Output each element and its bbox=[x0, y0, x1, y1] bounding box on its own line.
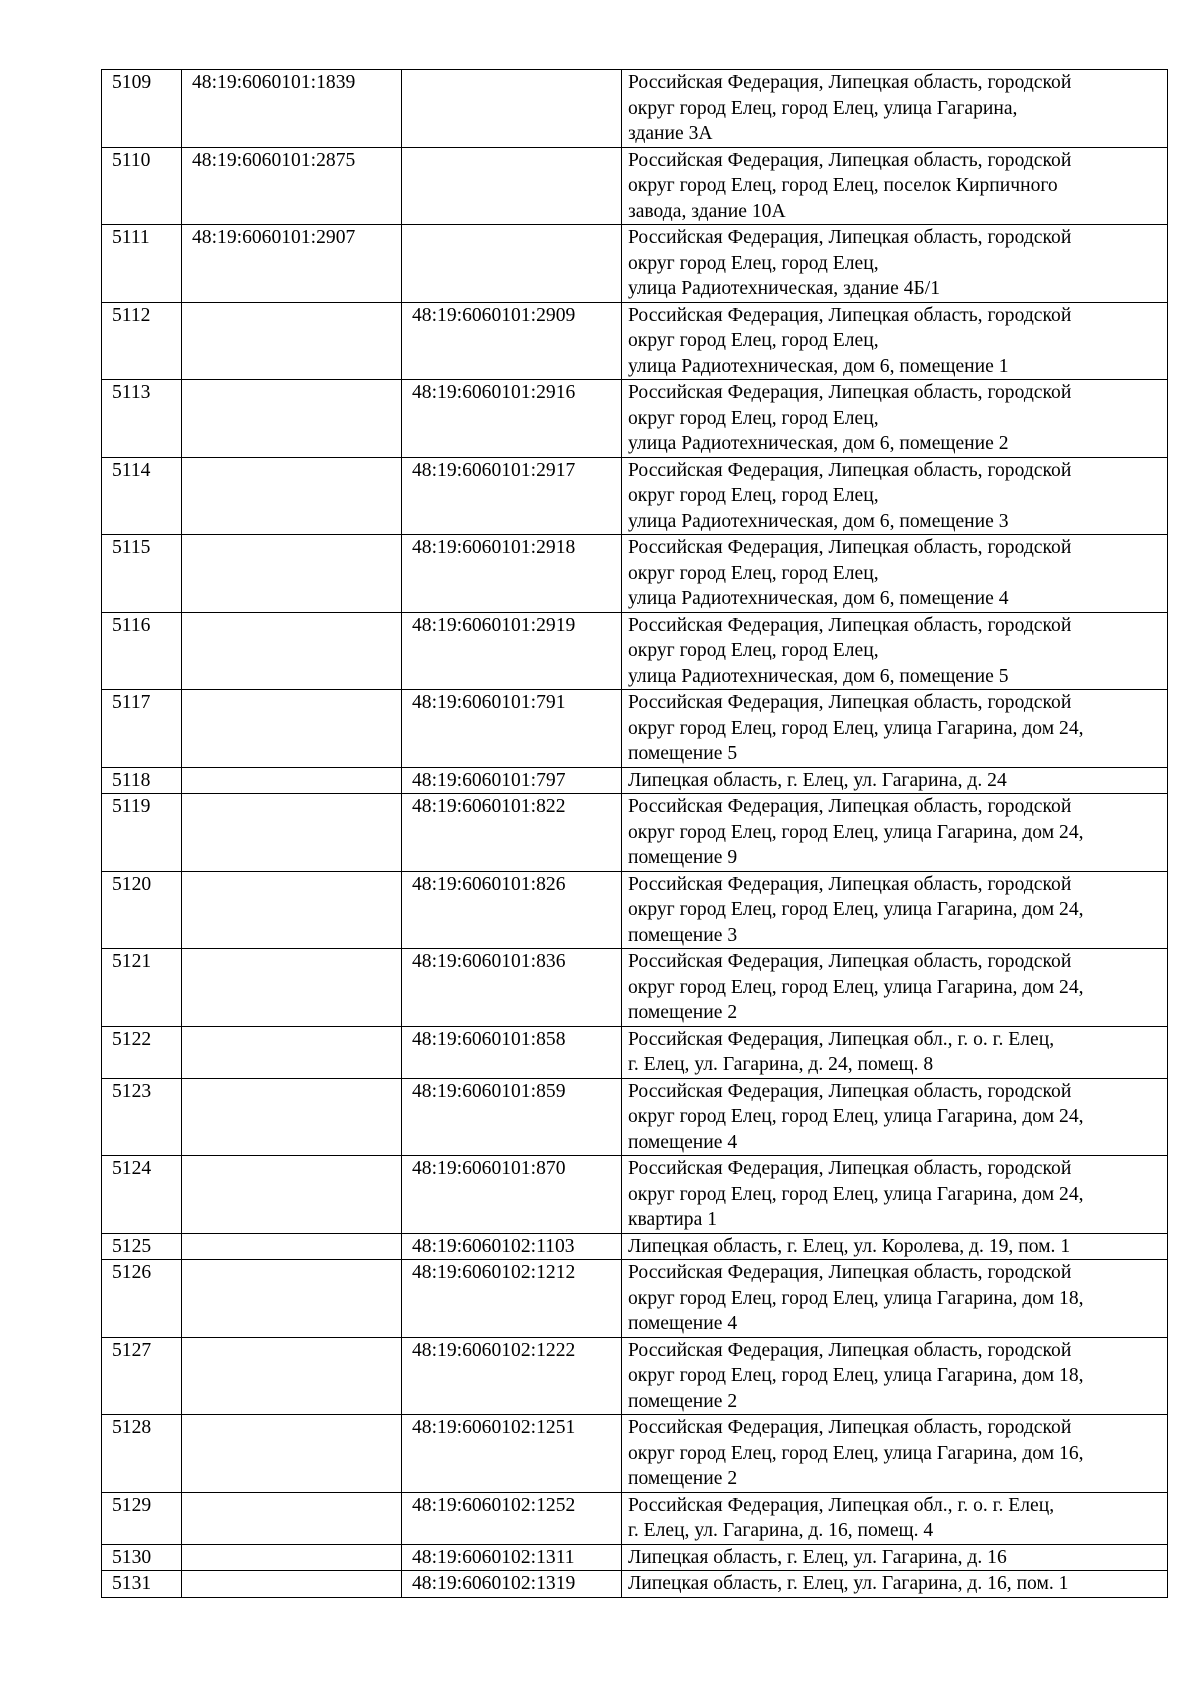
object-cadastral-number-cell: 48:19:6060102:1251 bbox=[402, 1415, 622, 1493]
address-cell: Российская Федерация, Липецкая область, городской округ город Елец, город Елец, улица Гагарина, дом 24, помещение 4 bbox=[622, 1078, 1168, 1156]
table-row bbox=[102, 70, 1168, 148]
row-number-cell: 5119 bbox=[102, 794, 182, 872]
land-cadastral-number-cell bbox=[182, 612, 402, 690]
table-row bbox=[102, 1233, 1168, 1260]
object-cadastral-number-cell bbox=[402, 225, 622, 303]
table-row bbox=[102, 1571, 1168, 1598]
row-number-cell: 5113 bbox=[102, 380, 182, 458]
address-cell: Российская Федерация, Липецкая область, городской округ город Елец, город Елец, поселок Кирпичного завода, здание 10А bbox=[622, 147, 1168, 225]
table-row bbox=[102, 1260, 1168, 1338]
object-cadastral-number-cell: 48:19:6060101:822 bbox=[402, 794, 622, 872]
address-cell: Российская Федерация, Липецкая область, городской округ город Елец, город Елец, улица Радиотехническая, дом 6, помещение 5 bbox=[622, 612, 1168, 690]
address-cell: Российская Федерация, Липецкая область, городской округ город Елец, город Елец, улица Гагарина, дом 18, помещение 2 bbox=[622, 1337, 1168, 1415]
land-cadastral-number-cell bbox=[182, 1544, 402, 1571]
table-row bbox=[102, 690, 1168, 768]
row-number-cell: 5109 bbox=[102, 70, 182, 148]
land-cadastral-number-cell bbox=[182, 1026, 402, 1078]
object-cadastral-number-cell bbox=[402, 147, 622, 225]
table-row bbox=[102, 380, 1168, 458]
address-cell: Российская Федерация, Липецкая область, городской округ город Елец, город Елец, улица Гагарина, здание 3А bbox=[622, 70, 1168, 148]
row-number-cell: 5111 bbox=[102, 225, 182, 303]
address-cell: Липецкая область, г. Елец, ул. Гагарина, д. 16, пом. 1 bbox=[622, 1571, 1168, 1598]
object-cadastral-number-cell: 48:19:6060101:836 bbox=[402, 949, 622, 1027]
land-cadastral-number-cell bbox=[182, 1337, 402, 1415]
address-cell: Российская Федерация, Липецкая область, городской округ город Елец, город Елец, улица Гагарина, дом 24, помещение 2 bbox=[622, 949, 1168, 1027]
row-number-cell: 5131 bbox=[102, 1571, 182, 1598]
address-cell: Российская Федерация, Липецкая область, городской округ город Елец, город Елец, улица Гагарина, дом 18, помещение 4 bbox=[622, 1260, 1168, 1338]
address-cell: Российская Федерация, Липецкая область, городской округ город Елец, город Елец, улица Радиотехническая, дом 6, помещение 4 bbox=[622, 535, 1168, 613]
land-cadastral-number-cell bbox=[182, 949, 402, 1027]
address-cell: Российская Федерация, Липецкая обл., г. о. г. Елец, г. Елец, ул. Гагарина, д. 16, помещ. 4 bbox=[622, 1492, 1168, 1544]
land-cadastral-number-cell bbox=[182, 1571, 402, 1598]
row-number-cell: 5123 bbox=[102, 1078, 182, 1156]
row-number-cell: 5128 bbox=[102, 1415, 182, 1493]
table-row bbox=[102, 612, 1168, 690]
object-cadastral-number-cell: 48:19:6060102:1252 bbox=[402, 1492, 622, 1544]
address-cell: Российская Федерация, Липецкая область, городской округ город Елец, город Елец, улица Радиотехническая, дом 6, помещение 2 bbox=[622, 380, 1168, 458]
land-cadastral-number-cell bbox=[182, 1078, 402, 1156]
row-number-cell: 5129 bbox=[102, 1492, 182, 1544]
row-number-cell: 5116 bbox=[102, 612, 182, 690]
object-cadastral-number-cell: 48:19:6060101:858 bbox=[402, 1026, 622, 1078]
row-number-cell: 5112 bbox=[102, 302, 182, 380]
address-cell: Российская Федерация, Липецкая обл., г. о. г. Елец, г. Елец, ул. Гагарина, д. 24, помещ. 8 bbox=[622, 1026, 1168, 1078]
land-cadastral-number-cell bbox=[182, 794, 402, 872]
row-number-cell: 5127 bbox=[102, 1337, 182, 1415]
address-cell: Российская Федерация, Липецкая область, городской округ город Елец, город Елец, улица Гагарина, дом 24, помещение 5 bbox=[622, 690, 1168, 768]
object-cadastral-number-cell: 48:19:6060101:797 bbox=[402, 767, 622, 794]
object-cadastral-number-cell: 48:19:6060102:1212 bbox=[402, 1260, 622, 1338]
address-cell: Российская Федерация, Липецкая область, городской округ город Елец, город Елец, улица Гагарина, дом 24, помещение 3 bbox=[622, 871, 1168, 949]
table-row bbox=[102, 1156, 1168, 1234]
object-cadastral-number-cell: 48:19:6060102:1311 bbox=[402, 1544, 622, 1571]
object-cadastral-number-cell: 48:19:6060102:1319 bbox=[402, 1571, 622, 1598]
row-number-cell: 5130 bbox=[102, 1544, 182, 1571]
land-cadastral-number-cell bbox=[182, 535, 402, 613]
object-cadastral-number-cell: 48:19:6060101:870 bbox=[402, 1156, 622, 1234]
land-cadastral-number-cell bbox=[182, 302, 402, 380]
object-cadastral-number-cell: 48:19:6060102:1222 bbox=[402, 1337, 622, 1415]
table-row bbox=[102, 1415, 1168, 1493]
row-number-cell: 5122 bbox=[102, 1026, 182, 1078]
object-cadastral-number-cell: 48:19:6060102:1103 bbox=[402, 1233, 622, 1260]
land-cadastral-number-cell bbox=[182, 380, 402, 458]
land-cadastral-number-cell bbox=[182, 871, 402, 949]
table-row bbox=[102, 302, 1168, 380]
land-cadastral-number-cell: 48:19:6060101:2907 bbox=[182, 225, 402, 303]
land-cadastral-number-cell bbox=[182, 1260, 402, 1338]
address-cell: Липецкая область, г. Елец, ул. Гагарина, д. 16 bbox=[622, 1544, 1168, 1571]
land-cadastral-number-cell bbox=[182, 1415, 402, 1493]
address-cell: Российская Федерация, Липецкая область, городской округ город Елец, город Елец, улица Гагарина, дом 16, помещение 2 bbox=[622, 1415, 1168, 1493]
table-row bbox=[102, 535, 1168, 613]
table-row bbox=[102, 949, 1168, 1027]
object-cadastral-number-cell: 48:19:6060101:2916 bbox=[402, 380, 622, 458]
row-number-cell: 5124 bbox=[102, 1156, 182, 1234]
row-number-cell: 5126 bbox=[102, 1260, 182, 1338]
row-number-cell: 5114 bbox=[102, 457, 182, 535]
object-cadastral-number-cell: 48:19:6060101:791 bbox=[402, 690, 622, 768]
row-number-cell: 5120 bbox=[102, 871, 182, 949]
address-cell: Липецкая область, г. Елец, ул. Гагарина, д. 24 bbox=[622, 767, 1168, 794]
object-cadastral-number-cell: 48:19:6060101:859 bbox=[402, 1078, 622, 1156]
table-row bbox=[102, 225, 1168, 303]
address-cell: Российская Федерация, Липецкая область, городской округ город Елец, город Елец, улица Гагарина, дом 24, помещение 9 bbox=[622, 794, 1168, 872]
land-cadastral-number-cell bbox=[182, 1492, 402, 1544]
table-row bbox=[102, 1078, 1168, 1156]
table-row bbox=[102, 767, 1168, 794]
row-number-cell: 5110 bbox=[102, 147, 182, 225]
row-number-cell: 5121 bbox=[102, 949, 182, 1027]
land-cadastral-number-cell bbox=[182, 1233, 402, 1260]
land-cadastral-number-cell bbox=[182, 1156, 402, 1234]
table-row bbox=[102, 794, 1168, 872]
table-row bbox=[102, 457, 1168, 535]
land-cadastral-number-cell: 48:19:6060101:1839 bbox=[182, 70, 402, 148]
object-cadastral-number-cell: 48:19:6060101:826 bbox=[402, 871, 622, 949]
land-cadastral-number-cell bbox=[182, 767, 402, 794]
row-number-cell: 5115 bbox=[102, 535, 182, 613]
table-row bbox=[102, 1544, 1168, 1571]
table-row bbox=[102, 871, 1168, 949]
address-cell: Российская Федерация, Липецкая область, городской округ город Елец, город Елец, улица Радиотехническая, здание 4Б/1 bbox=[622, 225, 1168, 303]
address-table bbox=[101, 69, 1168, 1598]
table-row bbox=[102, 1492, 1168, 1544]
object-cadastral-number-cell bbox=[402, 70, 622, 148]
address-cell: Российская Федерация, Липецкая область, городской округ город Елец, город Елец, улица Радиотехническая, дом 6, помещение 1 bbox=[622, 302, 1168, 380]
address-cell: Российская Федерация, Липецкая область, городской округ город Елец, город Елец, улица Радиотехническая, дом 6, помещение 3 bbox=[622, 457, 1168, 535]
address-cell: Российская Федерация, Липецкая область, городской округ город Елец, город Елец, улица Гагарина, дом 24, квартира 1 bbox=[622, 1156, 1168, 1234]
land-cadastral-number-cell: 48:19:6060101:2875 bbox=[182, 147, 402, 225]
row-number-cell: 5125 bbox=[102, 1233, 182, 1260]
row-number-cell: 5117 bbox=[102, 690, 182, 768]
object-cadastral-number-cell: 48:19:6060101:2919 bbox=[402, 612, 622, 690]
table-body bbox=[102, 70, 1168, 1598]
address-cell: Липецкая область, г. Елец, ул. Королева, д. 19, пом. 1 bbox=[622, 1233, 1168, 1260]
object-cadastral-number-cell: 48:19:6060101:2918 bbox=[402, 535, 622, 613]
table-row bbox=[102, 1026, 1168, 1078]
table-row bbox=[102, 147, 1168, 225]
object-cadastral-number-cell: 48:19:6060101:2909 bbox=[402, 302, 622, 380]
land-cadastral-number-cell bbox=[182, 457, 402, 535]
object-cadastral-number-cell: 48:19:6060101:2917 bbox=[402, 457, 622, 535]
land-cadastral-number-cell bbox=[182, 690, 402, 768]
row-number-cell: 5118 bbox=[102, 767, 182, 794]
table-row bbox=[102, 1337, 1168, 1415]
